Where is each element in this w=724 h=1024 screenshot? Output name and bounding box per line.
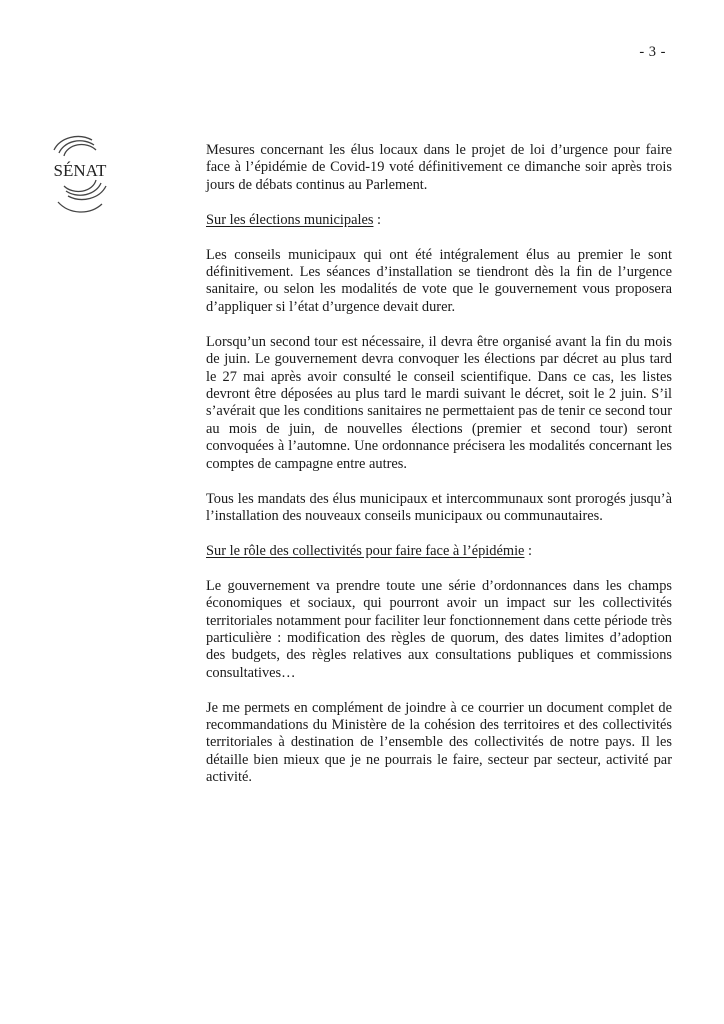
paragraph: Le gouvernement va prendre toute une série d’ordonnances dans les champs économiques et sociaux, qui pourront avoir un impact sur les collectivités territoriales notamment pour faciliter leur fonctionnement dans cette période très particulière : modification des règles de quorum, des dates limites d’adoption des budgets, des règles relatives aux consultations publiques et commissions consultatives… <box>206 577 672 681</box>
intro-paragraph: Mesures concernant les élus locaux dans le projet de loi d’urgence pour faire face à l’épidémie de Covid-19 voté définitivement ce dimanche soir après trois jours de débats continus au Parlement. <box>206 142 672 193</box>
section-heading-text: Sur les élections municipales <box>206 211 374 228</box>
page-number: - 3 - <box>639 44 666 60</box>
paragraph: Les conseils municipaux qui ont été intégralement élus au premier le sont définitivement. Les séances d’installation se tiendront dès la fin de l’urgence sanitaire, ou selon les modalités de vote que le gouvernement vous proposera d’appliquer si l’état d’urgence devait durer. <box>206 246 672 315</box>
senat-logo-icon <box>44 132 116 214</box>
section-heading-municipal-elections <box>206 212 672 229</box>
section-heading-suffix: : <box>373 211 382 228</box>
paragraph: Lorsqu’un second tour est nécessaire, il devra être organisé avant la fin du mois de juin. Le gouvernement devra convoquer les élections par décret au plus tard le 27 mai après avoir consulté le conseil scientifique. Dans ce cas, les listes devront être déposées au plus tard le mardi suivant le décret, soit le 2 juin. S’il s’avérait que les conditions sanitaires ne permettaient pas de tenir ce second tour au mois de juin, de nouvelles élections (premier et second tour) seront convoquées à l’automne. Une ordonnance précisera les modalités concernant les comptes de campagne entre autres. <box>206 333 672 472</box>
senat-logo <box>44 132 116 214</box>
section-heading-collectivities-role <box>206 543 672 560</box>
section-heading-text: Sur le rôle des collectivités pour faire face à l’épidémie <box>206 542 525 559</box>
letter-body <box>206 142 672 804</box>
section-heading-suffix: : <box>524 542 533 559</box>
senat-logo-text: SÉNAT <box>53 161 107 180</box>
paragraph: Tous les mandats des élus municipaux et intercommunaux sont prorogés jusqu’à l’installation des nouveaux conseils municipaux ou communautaires. <box>206 490 672 524</box>
paragraph: Je me permets en complément de joindre à ce courrier un document complet de recommandations du Ministère de la cohésion des territoires et des collectivités territoriales à destination de l’ensemble des collectivités de notre pays. Il les détaille bien mieux que je ne pourrais le faire, secteur par secteur, activité par activité. <box>206 699 672 786</box>
